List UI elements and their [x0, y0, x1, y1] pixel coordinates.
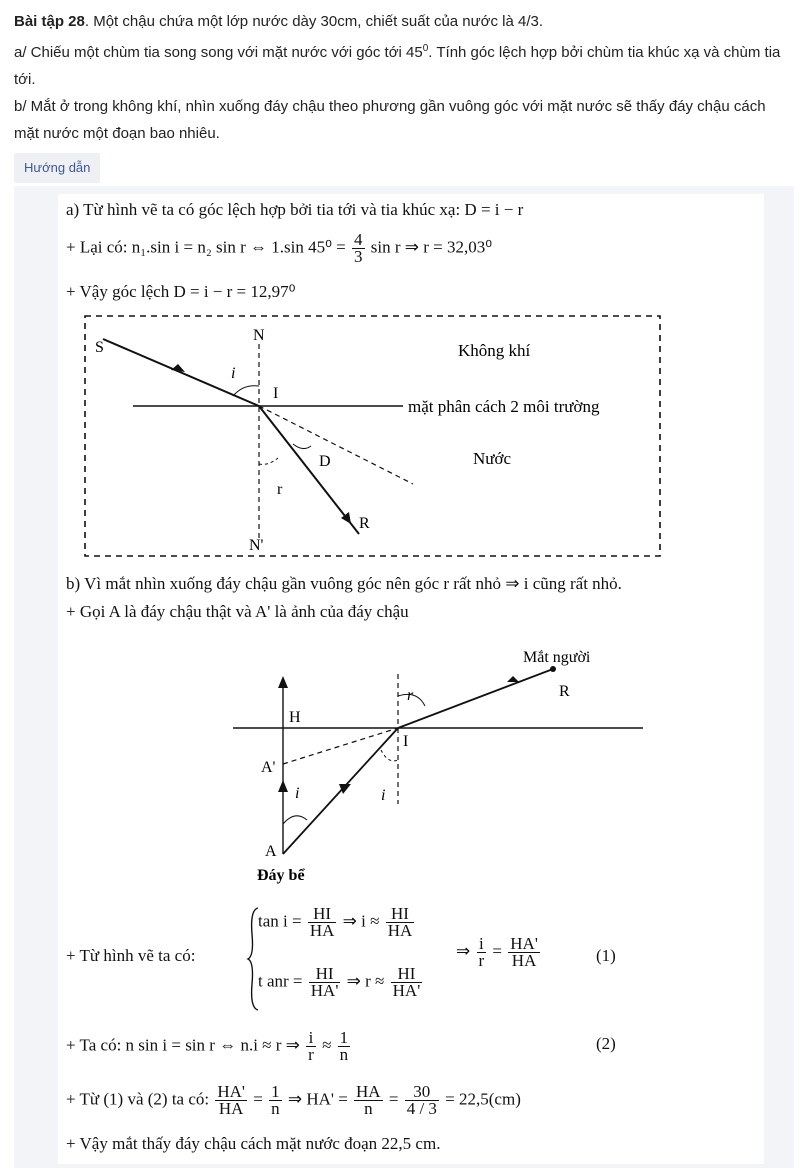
label-water: Nước — [473, 449, 512, 468]
solution-a-line2: + Lại có: n₁.sin i = n₂ sin r ⇔ 1.sin 45⁰ = $\frac{4}{3}$ sin r ⇒ r = 32,03⁰ — [66, 230, 493, 266]
apparent-depth-figure — [223, 634, 653, 884]
label-H: H — [289, 709, 301, 726]
label-I: I — [273, 385, 279, 402]
problem-label: Bài tập 28 — [14, 13, 85, 30]
label-r-2: r — [407, 687, 414, 704]
angle-i-arc-3 — [381, 750, 398, 761]
label-i-3: i — [381, 787, 386, 804]
angle-i-arc-2 — [283, 816, 307, 824]
solution-b-line2: + Gọi A là đáy chậu thật và A' là ảnh của đáy chậu — [66, 602, 409, 621]
solution-b-line1: b) Vì mắt nhìn xuống đáy chậu gần vuông góc nên góc r rất nhỏ ⇒ i cũng rất nhỏ. — [66, 574, 622, 593]
eq2-line: + Ta có: n sin i = sin r ⇔ n.i ≈ r ⇒ $\frac{i}{r}$ ≈ $\frac{1}{n}$ — [66, 1028, 349, 1064]
label-A: A — [265, 843, 277, 860]
problem-part-b: b/ Mắt ở trong không khí, nhìn xuống đáy chậu theo phương gần vuông góc với mặt nước sẽ thấy đáy chậu cách mặt nước một đoạn bao nhiêu. — [14, 98, 766, 142]
figure-border — [85, 316, 660, 556]
label-i-2: i — [295, 785, 300, 802]
label-I-2: I — [403, 733, 409, 750]
label-air: Không khí — [458, 341, 531, 360]
problem-intro: Bài tập 28. Một chậu chứa một lớp nước dày 30cm, chiết suất của nước là 4/3. — [14, 13, 544, 30]
emergent-ray — [398, 669, 553, 728]
hint-button[interactable]: Hướng dẫn — [14, 153, 100, 183]
label-A-prime: A' — [261, 759, 276, 776]
eq1-row1: tan i = $\frac{HI}{HA}$ ⇒ i ≈ $\frac{HI}{HA}$ — [258, 904, 413, 940]
final-line: + Vậy mắt thấy đáy chậu cách mặt nước đoạn 22,5 cm. — [66, 1134, 441, 1153]
solution-a-line1: a) Từ hình vẽ ta có góc lệch hợp bởi tia tới và tia khúc xạ: D = i − r — [66, 200, 524, 219]
eq1-row2: t anr = $\frac{HI}{HA'}$ ⇒ r ≈ $\frac{HI}{HA'}$ — [258, 964, 421, 1000]
refracted-ray — [259, 406, 359, 534]
label-N2: N' — [249, 537, 264, 554]
eye-point — [550, 666, 556, 672]
label-R-2: R — [559, 683, 570, 700]
label-eye: Mắt người — [523, 649, 591, 666]
solution-a-line3: + Vậy góc lệch D = i − r = 12,97⁰ — [66, 282, 296, 301]
label-N: N — [253, 327, 265, 344]
label-r: r — [277, 481, 283, 498]
angle-i-arc — [233, 386, 259, 396]
label-R: R — [359, 515, 370, 532]
eq1-result: ⇒ $\frac{i}{r}$ = $\frac{HA'}{HA}$ — [456, 934, 538, 970]
incident-arrow — [171, 364, 185, 372]
incident-ray — [103, 339, 259, 406]
refraction-figure — [83, 314, 663, 564]
solution-panel — [14, 186, 794, 1168]
label-S: S — [95, 339, 104, 356]
problem-part-a: a/ Chiếu một chùm tia song song với mặt nước với góc tới $45^0$. Tính góc lệch hợp bởi chùm tia khúc xạ và chùm tia tới. — [14, 43, 781, 88]
label-interface: mặt phân cách 2 môi trường — [408, 397, 600, 416]
eq1-tag: (1) — [596, 946, 616, 965]
problem-statement — [14, 8, 794, 147]
eq2-tag: (2) — [596, 1034, 616, 1053]
eq1-lead: + Từ hình vẽ ta có: — [66, 946, 196, 965]
solution-image — [58, 194, 764, 1164]
label-i: i — [231, 365, 236, 382]
angle-r-arc — [259, 458, 278, 464]
angle-d-arc — [293, 444, 311, 449]
eq3-line: + Từ (1) và (2) ta có: $\frac{HA'}{HA}$ = $\frac{1}{n}$ ⇒ HA' = $\frac{HA}{n}$ = $\frac{30}{4 / 3}$ = 22,5(cm) — [66, 1082, 521, 1118]
label-D: D — [319, 453, 331, 470]
label-bottom: Đáy bể — [257, 867, 305, 884]
extended-ray — [259, 406, 413, 484]
